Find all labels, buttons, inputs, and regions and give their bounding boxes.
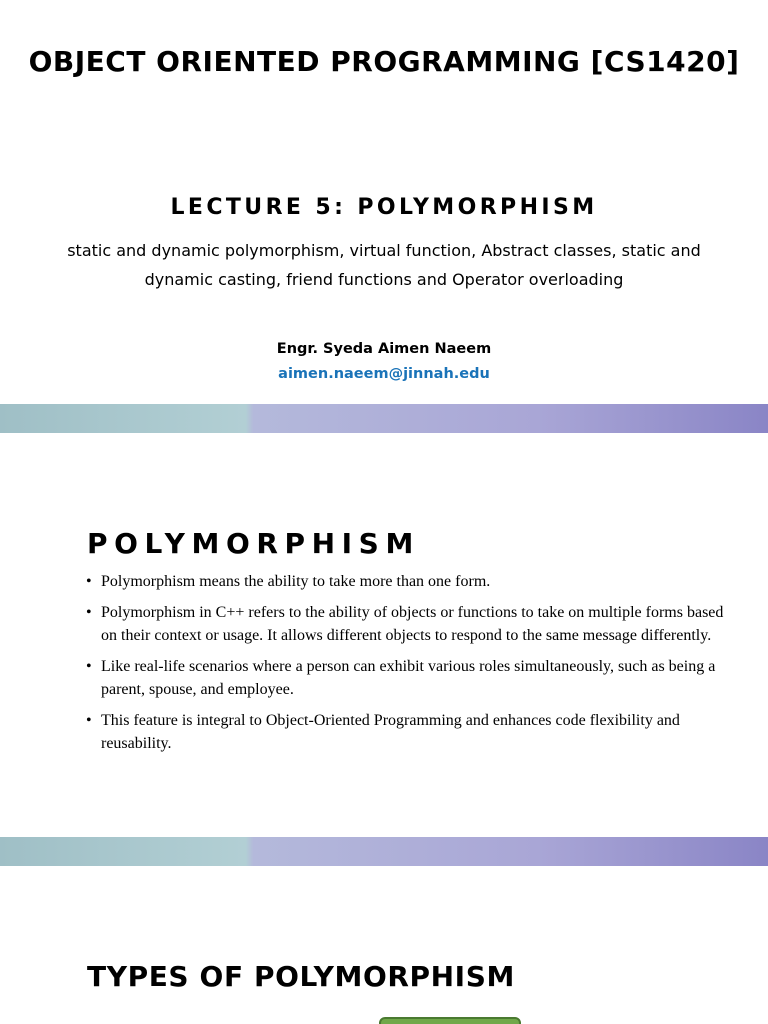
slide-divider-band bbox=[0, 404, 768, 433]
author-name: Engr. Syeda Aimen Naeem bbox=[276, 341, 492, 357]
bullet-item bbox=[86, 655, 730, 701]
bullet-dot-icon: • bbox=[86, 573, 92, 590]
lecture-title: LECTURE 5: POLYMORPHISM bbox=[170, 195, 598, 220]
bullet-text: Polymorphism in C++ refers to the ability of objects or functions to take on multiple forms based on their context or usage. It allows different objects to respond to the same message differently. bbox=[101, 604, 724, 644]
title-slide bbox=[0, 0, 768, 404]
course-title: OBJECT ORIENTED PROGRAMMING [CS1420] bbox=[28, 45, 740, 78]
bullet-list bbox=[86, 570, 730, 763]
author-email[interactable]: aimen.naeem@jinnah.edu bbox=[278, 366, 490, 382]
bullet-item bbox=[86, 570, 730, 593]
diagram-root-box bbox=[379, 1017, 521, 1024]
bullet-dot-icon: • bbox=[86, 658, 92, 675]
bullet-dot-icon: • bbox=[86, 604, 92, 621]
polymorphism-slide bbox=[0, 433, 768, 837]
types-slide bbox=[0, 866, 768, 1024]
slide-heading: POLYMORPHISM bbox=[87, 527, 420, 560]
bullet-item bbox=[86, 709, 730, 755]
bullet-text: This feature is integral to Object-Oriented Programming and enhances code flexibility and reusability. bbox=[101, 712, 680, 752]
slide-heading: TYPES OF POLYMORPHISM bbox=[87, 960, 515, 993]
slide-divider-band bbox=[0, 837, 768, 866]
bullet-dot-icon: • bbox=[86, 712, 92, 729]
bullet-text: Like real-life scenarios where a person can exhibit various roles simultaneously, such as being a parent, spouse, and employee. bbox=[101, 658, 716, 698]
lecture-subtitle: static and dynamic polymorphism, virtual function, Abstract classes, static and dynamic casting, friend functions and Operator overloading bbox=[67, 241, 701, 289]
bullet-text: Polymorphism means the ability to take more than one form. bbox=[101, 573, 491, 590]
bullet-item bbox=[86, 601, 730, 647]
